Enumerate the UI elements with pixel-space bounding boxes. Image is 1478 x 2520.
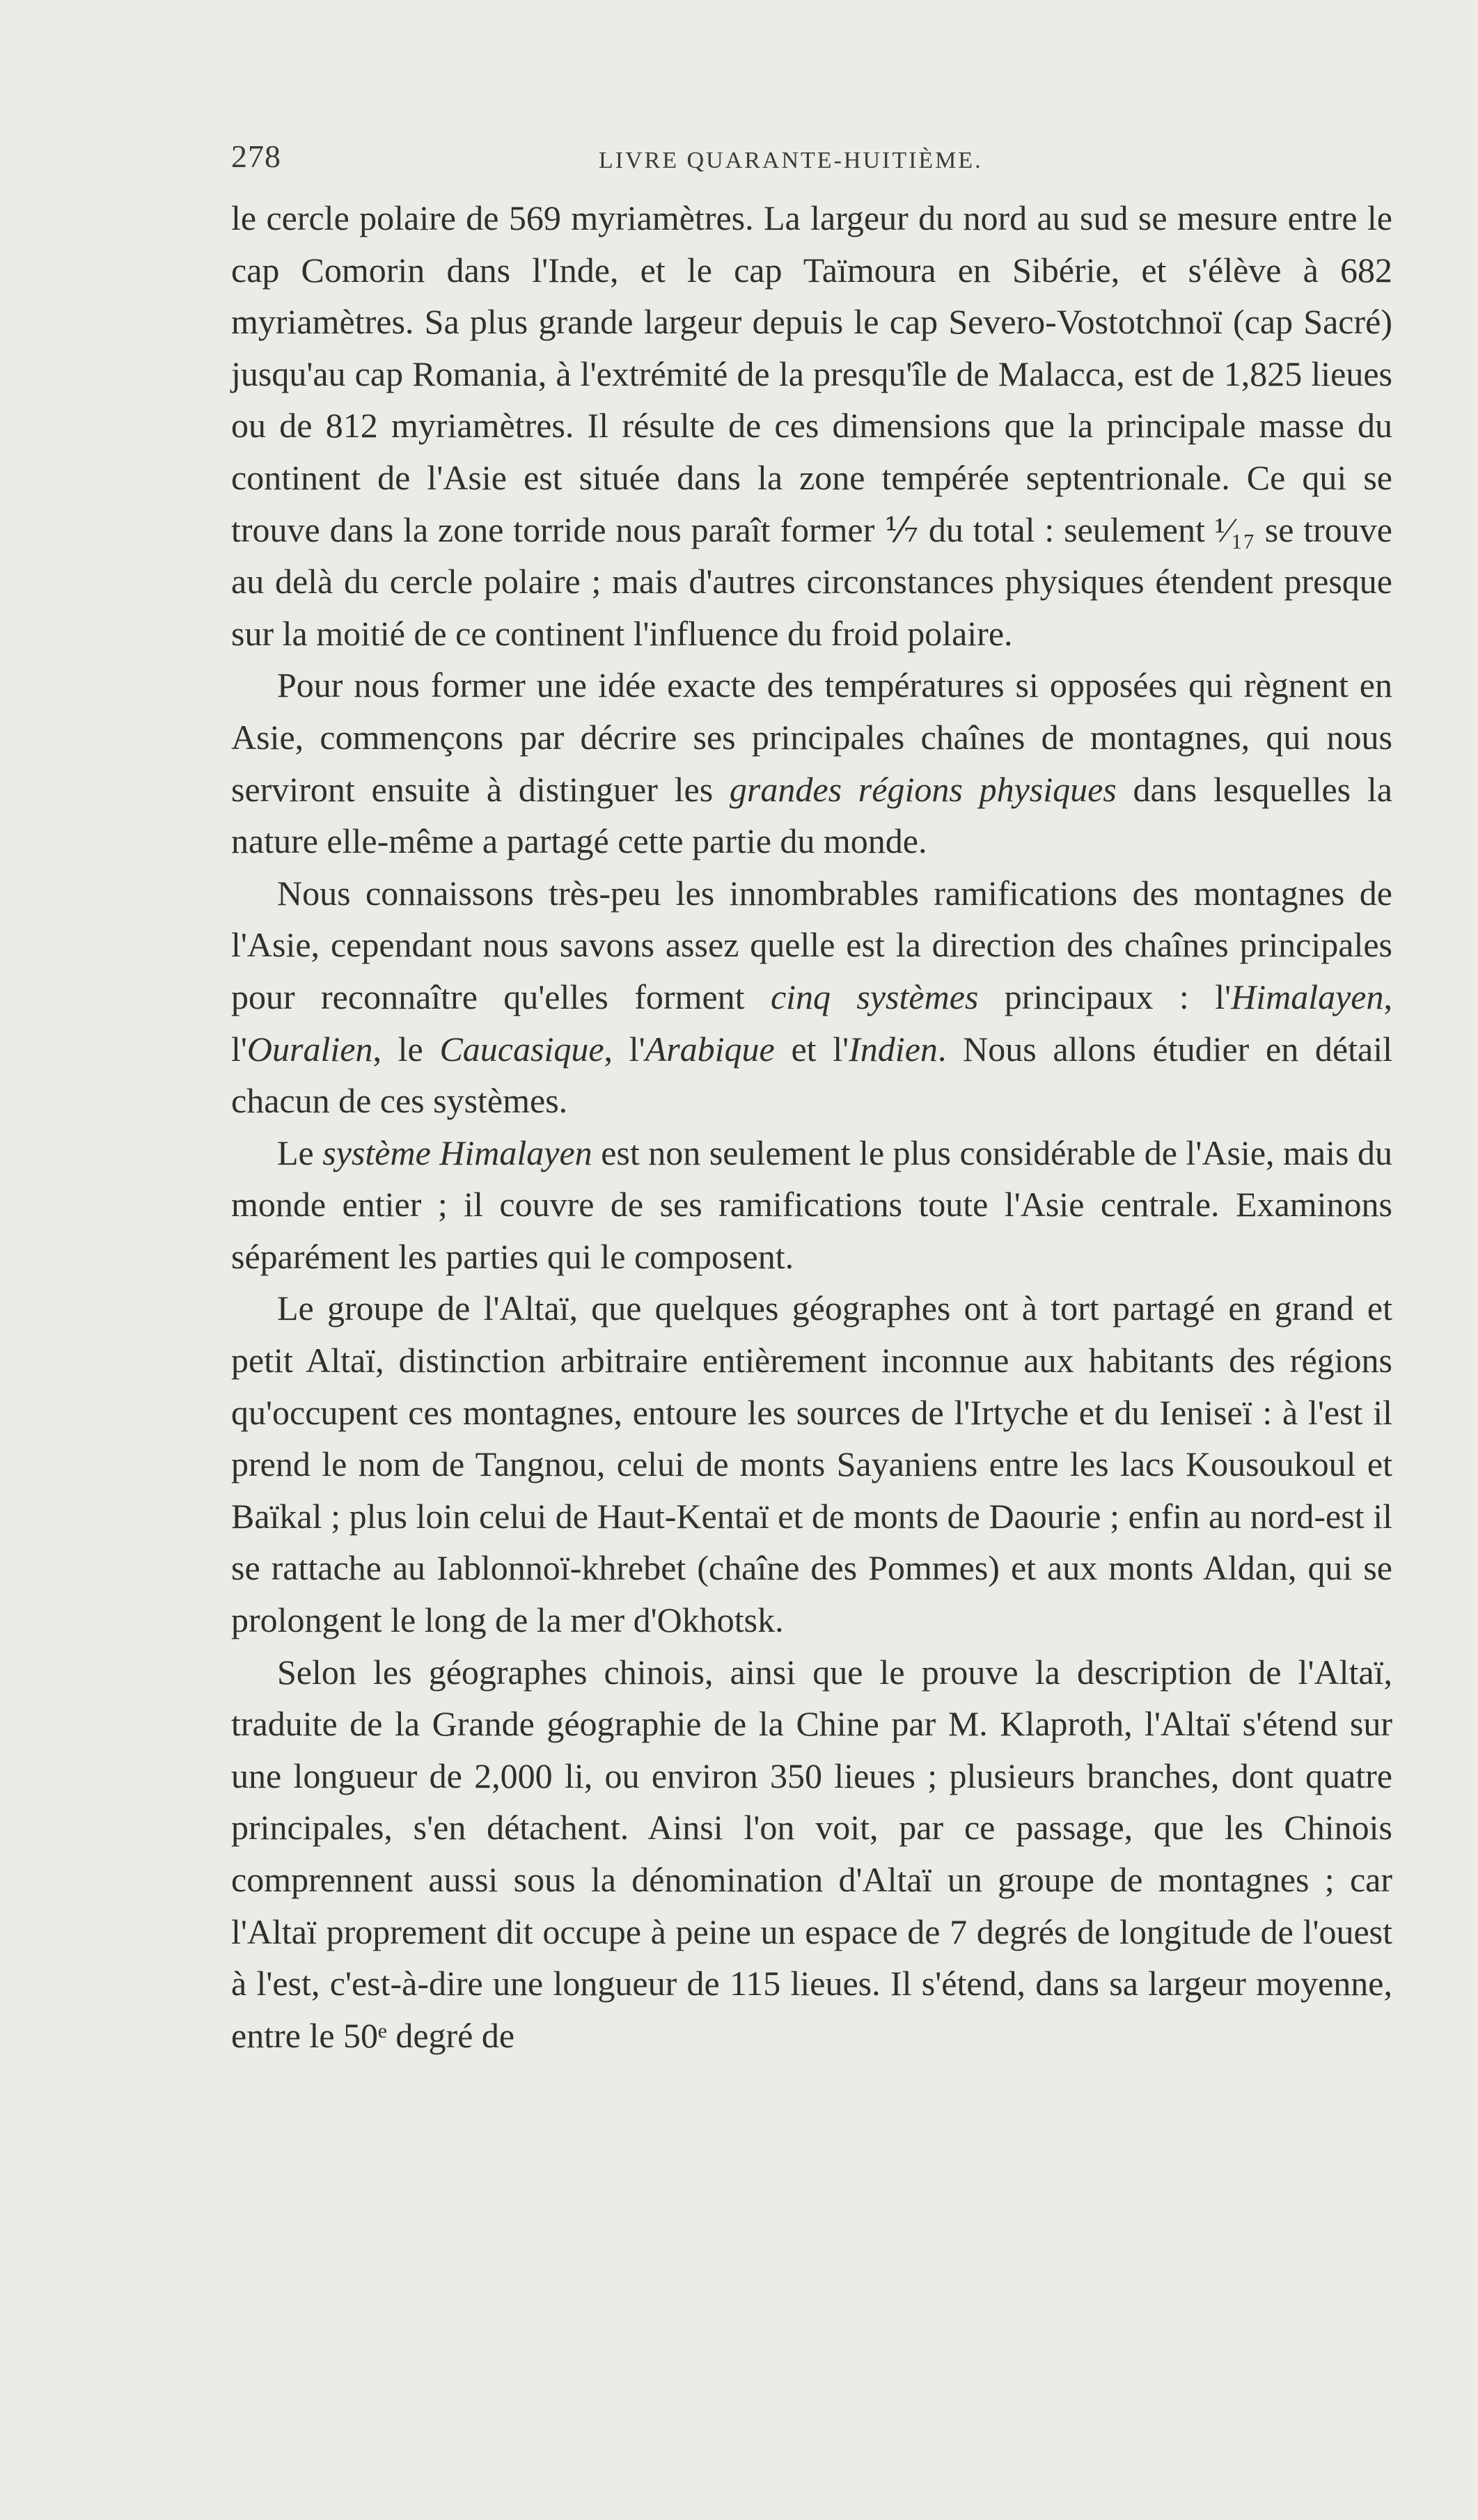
paragraph (231, 1127, 1392, 1283)
paragraph (231, 1646, 1392, 2062)
page-header (231, 138, 1392, 187)
paragraph (231, 659, 1392, 867)
body-text (231, 192, 1392, 2061)
italic-text: Caucasique (439, 1029, 604, 1069)
text-run: , le (372, 1029, 440, 1069)
italic-text: système Himalayen (322, 1133, 592, 1172)
text-run: . Nous allons étudier en détail chacun de ces systèmes. (231, 1029, 1392, 1121)
paragraph (231, 867, 1392, 1127)
text-run: Le groupe de l'Altaï, que quelques géographes ont à tort partagé en grand et petit Altaï, distinction arbitraire entièrement inconnue aux habitants des régions qu'occupent ces montagnes, entoure les sources de l'Irtyche et du Ieniseï : à l'est il prend le nom de Tangnou, celui de monts Sayaniens entre les lacs Kousoukoul et Baïkal ; plus loin celui de Haut-Kentaï et de monts de Daourie ; enfin au nord-est il se rattache au Iablonnoï-khrebet (chaîne des Pommes) et aux monts Aldan, qui se prolongent le long de la mer d'Okhotsk. (231, 1289, 1392, 1640)
text-run: , l' (604, 1029, 645, 1069)
italic-text: Ouralien (246, 1029, 373, 1069)
running-head: LIVRE QUARANTE-HUITIÈME. (599, 148, 983, 173)
italic-text: Arabique (645, 1029, 775, 1069)
text-run: est non seulement le plus considérable de l'Asie, mais du monde entier ; il couvre de ses ramifications toute l'Asie centrale. Examinons séparément les parties qui le composent. (231, 1133, 1392, 1276)
italic-text: Himalayen (1231, 977, 1384, 1016)
text-run: Le (277, 1133, 323, 1172)
italic-text: Indien (849, 1029, 938, 1069)
text-run: Nous connaissons très-peu les innombrables ramifications des montagnes de l'Asie, cependant nous savons assez quelle est la direction des chaînes principales pour reconnaître qu'elles forment (231, 873, 1392, 1016)
text-run: et l' (774, 1029, 849, 1069)
page-number: 278 (231, 139, 281, 174)
text-run: le cercle polaire de 569 myriamètres. La largeur du nord au sud se mesure entre le cap Comorin dans l'Inde, et le cap Taïmoura en Sibérie, et s'élève à 682 myriamètres. Sa plus grande largeur depuis le cap Severo-Vostotchnoï (cap Sacré) jusqu'au cap Romania, à l'extrémité de la presqu'île de Malacca, est de 1,825 lieues ou de 812 myriamètres. Il résulte de ces dimensions que la principale masse du continent de l'Asie est située dans la zone tempérée septentrionale. Ce qui se trouve dans la zone torride nous paraît former ⅐ du total : seulement ¹⁄₁₇ se trouve au delà du cercle polaire ; mais d'autres circonstances physiques étendent presque sur la moitié de ce continent l'influence du froid polaire. (231, 198, 1392, 653)
text-run: Selon les géographes chinois, ainsi que le prouve la description de l'Altaï, traduite de la Grande géographie de la Chine par M. Klaproth, l'Altaï s'étend sur une longueur de 2,000 li, ou environ 350 lieues ; plusieurs branches, dont quatre principales, s'en détachent. Ainsi l'on voit, par ce passage, que les Chinois comprennent aussi sous la dénomination d'Altaï un groupe de montagnes ; car l'Altaï proprement dit occupe à peine un espace de 7 degrés de longitude de l'ouest à l'est, c'est-à-dire une longueur de 115 lieues. Il s'étend, dans sa largeur moyenne, entre le 50ᵉ degré de (231, 1652, 1392, 2055)
text-run: , l' (231, 977, 1392, 1069)
text-run: dans lesquelles la nature elle-même a partagé cette partie du monde. (231, 769, 1392, 861)
text-run: Pour nous former une idée exacte des températures si opposées qui règnent en Asie, commençons par décrire ses principales chaînes de montagnes, qui nous serviront ensuite à distinguer les (231, 666, 1392, 809)
italic-text: cinq systèmes (770, 977, 979, 1016)
paragraph (231, 192, 1392, 659)
text-run: principaux : l' (978, 977, 1232, 1016)
italic-text: grandes régions physiques (729, 769, 1117, 809)
paragraph (231, 1282, 1392, 1646)
